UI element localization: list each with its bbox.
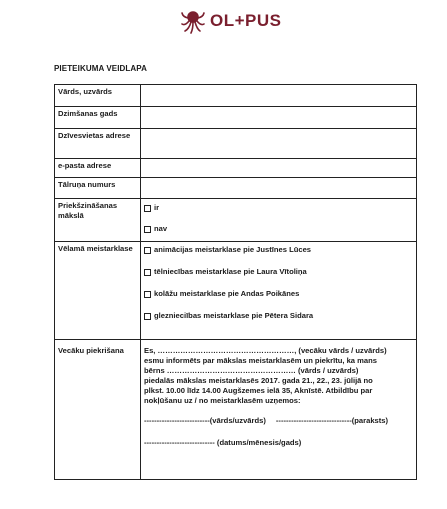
option-label: kolāžu meistarklase pie Andas Poikānes bbox=[154, 289, 300, 299]
consent-line: Es, ………………………………………………, (vecāku vārds / uzvārds) bbox=[144, 346, 387, 355]
parent-consent-text bbox=[141, 340, 417, 480]
option-prior-no[interactable] bbox=[144, 224, 413, 234]
label-email: e-pasta adrese bbox=[55, 159, 141, 178]
option-collage[interactable] bbox=[144, 289, 413, 299]
desired-class-options bbox=[141, 242, 417, 340]
option-label: ir bbox=[154, 203, 160, 212]
prior-knowledge-options bbox=[141, 199, 417, 242]
checkbox[interactable] bbox=[144, 269, 151, 276]
label-name: Vārds, uzvārds bbox=[55, 85, 141, 107]
option-painting[interactable] bbox=[144, 311, 413, 321]
row-parent-consent bbox=[55, 340, 417, 480]
row-email bbox=[55, 159, 417, 178]
date-line: ---------------------------- (datums/mēnesis/gads) bbox=[144, 438, 302, 448]
consent-line: nokļūšanu uz / no meistarklasēm uzņemos: bbox=[144, 396, 301, 406]
octopus-icon bbox=[180, 8, 206, 34]
row-address bbox=[55, 129, 417, 159]
option-label: gleznieciības meistarklase pie Pētera Sidara bbox=[154, 311, 314, 321]
row-birth-year bbox=[55, 107, 417, 129]
row-prior-knowledge bbox=[55, 199, 417, 242]
checkbox[interactable] bbox=[144, 205, 151, 212]
checkbox[interactable] bbox=[144, 226, 151, 233]
consent-line: piedalās mākslas meistarklasēs 2017. gada 21., 22., 23. jūlijā no bbox=[144, 376, 373, 386]
birth-year-field[interactable] bbox=[141, 107, 417, 129]
label-birth-year: Dzimšanas gads bbox=[55, 107, 141, 129]
page-title: PIETEIKUMA VEIDLAPA bbox=[54, 64, 148, 73]
name-signature-line: --------------------------(vārds/uzvārds) bbox=[144, 416, 266, 426]
option-label: animācijas meistarklase pie Justīnes Lūces bbox=[154, 245, 312, 254]
consent-line: esmu informēts par mākslas meistarklasēm un piekrītu, ka mans bbox=[144, 356, 377, 366]
row-phone bbox=[55, 178, 417, 199]
option-label: tēlniecības meistarklase pie Laura Vītoliņa bbox=[154, 267, 307, 277]
row-name bbox=[55, 85, 417, 107]
email-field[interactable] bbox=[141, 159, 417, 178]
label-parent-consent: Vecāku piekrišana bbox=[55, 340, 141, 480]
phone-field[interactable] bbox=[141, 178, 417, 199]
option-sculpture[interactable] bbox=[144, 267, 413, 277]
application-form-table bbox=[54, 84, 417, 480]
address-field[interactable] bbox=[141, 129, 417, 159]
signature-line: ------------------------------(paraksts) bbox=[275, 416, 389, 426]
label-prior-knowledge: Priekšzināšanas mākslā bbox=[55, 199, 141, 242]
option-label: nav bbox=[154, 224, 168, 234]
checkbox[interactable] bbox=[144, 313, 151, 320]
signature-row bbox=[144, 416, 413, 426]
name-field[interactable] bbox=[141, 85, 417, 107]
option-animation[interactable] bbox=[144, 245, 413, 255]
checkbox[interactable] bbox=[144, 291, 151, 298]
label-phone: Tālruņa numurs bbox=[55, 178, 141, 199]
consent-line: bērns …………………………………………… (vārds / uzvārds) bbox=[144, 366, 359, 376]
label-desired-class: Vēlamā meistarklase bbox=[55, 242, 141, 340]
consent-line: plkst. 10.00 līdz 14.00 Augšzemes ielā 35, Aknīstē. Atbildību par bbox=[144, 386, 373, 396]
label-address: Dzīvesvietas adrese bbox=[55, 129, 141, 159]
option-prior-yes[interactable] bbox=[144, 203, 413, 213]
logo-text: OL+PUS bbox=[210, 11, 282, 30]
row-desired-class bbox=[55, 242, 417, 340]
logo bbox=[180, 8, 290, 34]
checkbox[interactable] bbox=[144, 247, 151, 254]
